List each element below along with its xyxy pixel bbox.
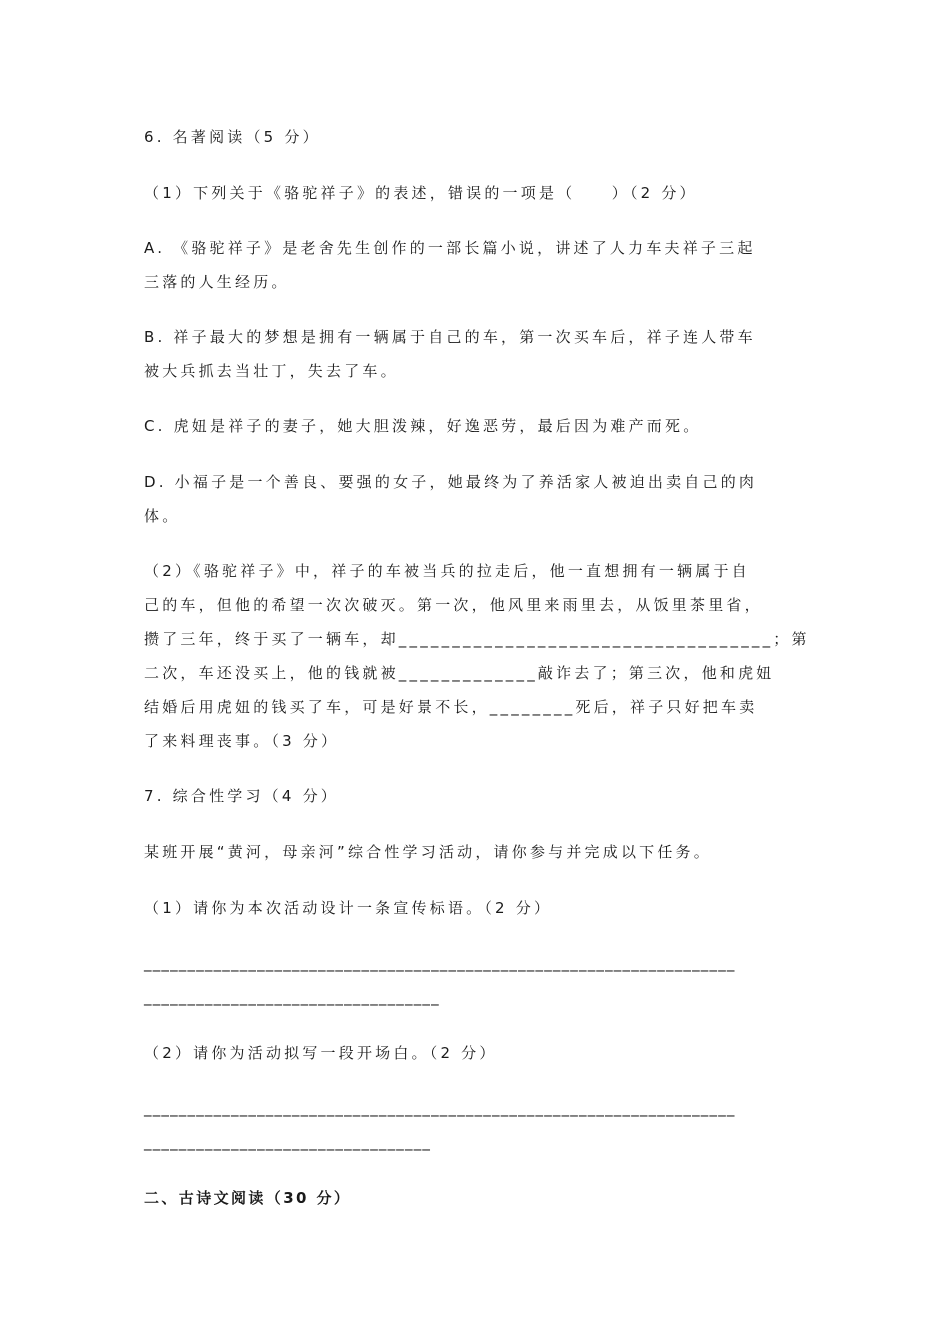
q6-option-d-line2: 体。 xyxy=(144,507,181,525)
q6-sub2-line3: 攒了三年，终于买了一辆车，却___________________________________；第 xyxy=(144,630,810,648)
q6-option-a-line2: 三落的人生经历。 xyxy=(144,273,290,291)
q6-sub2-line4: 二次，车还没买上，他的钱就被_____________敲诈去了；第三次，他和虎妞 xyxy=(144,664,775,682)
q7-sub1-stem: （1）请你为本次活动设计一条宣传标语。（2 分） xyxy=(144,899,553,917)
q6-sub2-line5: 结婚后用虎妞的钱买了车，可是好景不长，________死后，祥子只好把车卖 xyxy=(144,698,758,716)
q6-sub2-line1: （2）《骆驼祥子》中，祥子的车被当兵的拉走后，他一直想拥有一辆属于自 xyxy=(144,562,750,580)
q6-title: 6. 名著阅读（5 分） xyxy=(144,128,321,146)
section-2-heading: 二、古诗文阅读（30 分） xyxy=(144,1189,352,1207)
q6-sub2-line2: 己的车，但他的希望一次次破灭。第一次，他风里来雨里去，从饭里茶里省， xyxy=(144,596,763,614)
q7-sub2-answer-line1[interactable]: ____________________________________________________________________ xyxy=(144,1099,736,1117)
q6-option-c: C. 虎妞是祥子的妻子，她大胆泼辣，好逸恶劳，最后因为难产而死。 xyxy=(144,417,702,435)
q6-option-b-line1: B. 祥子最大的梦想是拥有一辆属于自己的车，第一次买车后，祥子连人带车 xyxy=(144,328,756,346)
q6-sub1-stem: （1）下列关于《骆驼祥子》的表述，错误的一项是（ ）（2 分） xyxy=(144,184,698,202)
q7-sub2-stem: （2）请你为活动拟写一段开场白。（2 分） xyxy=(144,1044,498,1062)
q6-sub2-line6: 了来料理丧事。（3 分） xyxy=(144,732,340,750)
q6-option-a-line1: A. 《骆驼祥子》是老舍先生创作的一部长篇小说，讲述了人力车夫祥子三起 xyxy=(144,239,756,257)
q6-option-d-line1: D. 小福子是一个善良、要强的女子，她最终为了养活家人被迫出卖自己的肉 xyxy=(144,473,758,491)
q7-sub1-answer-line1[interactable]: ____________________________________________________________________ xyxy=(144,954,736,972)
q7-sub2-answer-line2[interactable]: _________________________________ xyxy=(144,1133,432,1151)
q7-title: 7. 综合性学习（4 分） xyxy=(144,787,339,805)
q7-intro: 某班开展“黄河，母亲河”综合性学习活动，请你参与并完成以下任务。 xyxy=(144,843,712,861)
q6-option-b-line2: 被大兵抓去当壮丁，失去了车。 xyxy=(144,362,399,380)
q7-sub1-answer-line2[interactable]: __________________________________ xyxy=(144,988,440,1006)
